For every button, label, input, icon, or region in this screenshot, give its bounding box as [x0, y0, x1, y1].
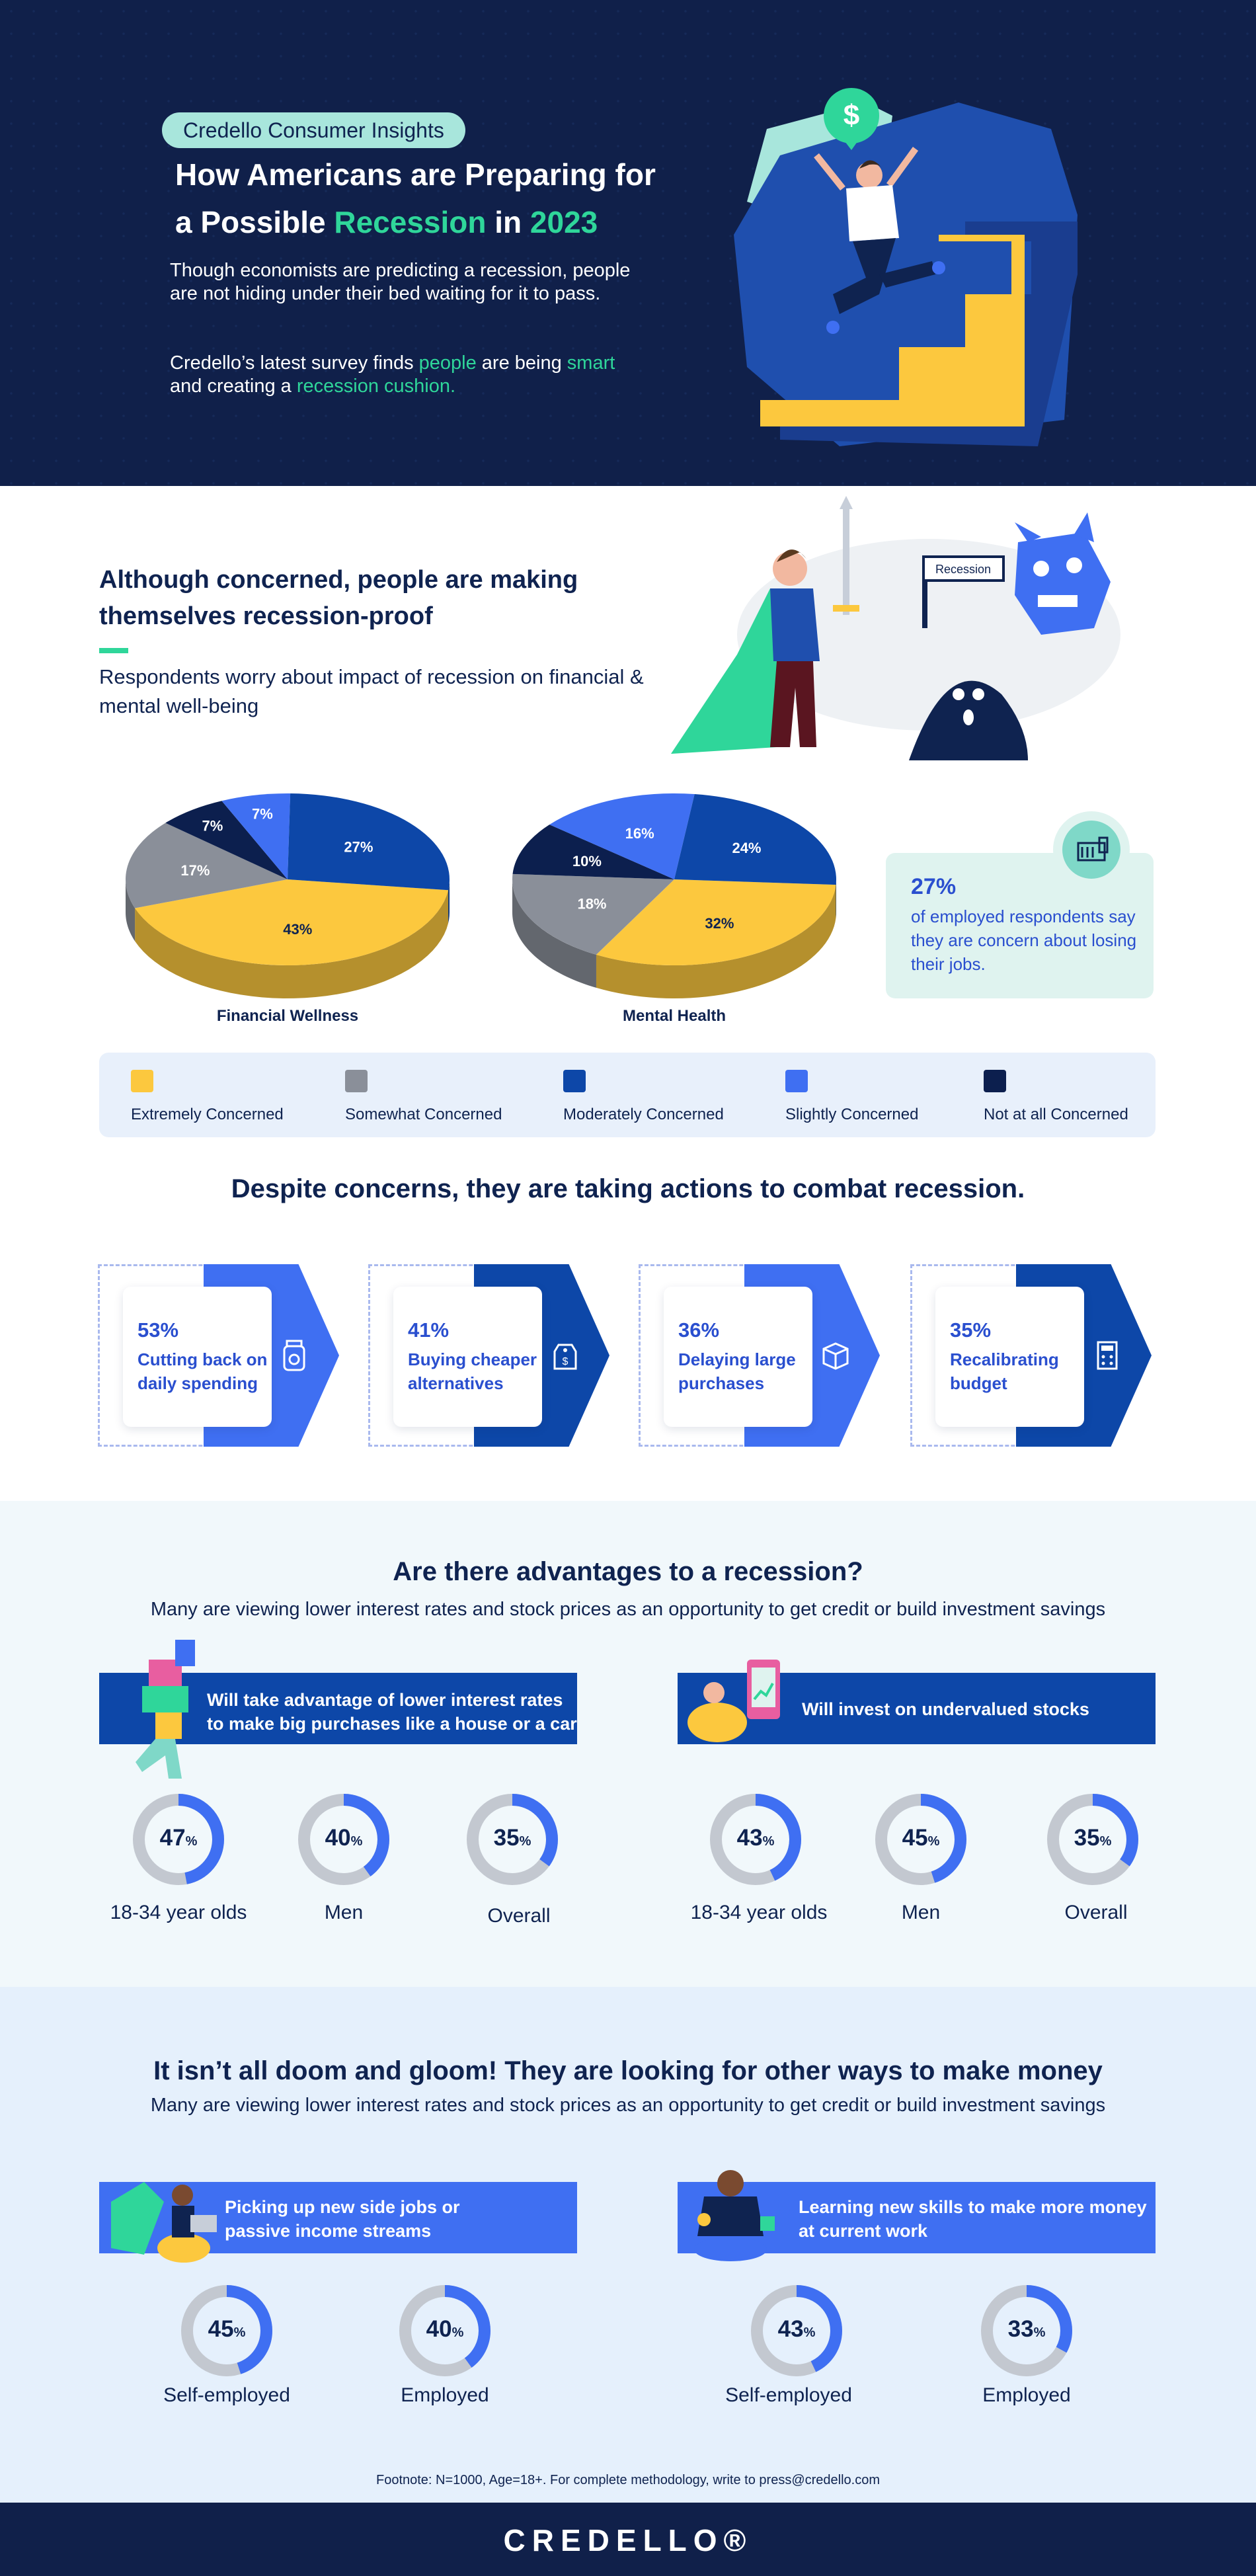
hero-title-text: a Possible [175, 205, 334, 239]
hero-p2-text: are being [476, 352, 567, 374]
actions-title: Despite concerns, they are taking actions to combat recession. [231, 1174, 1025, 1203]
pie-data-label: 18% [577, 895, 607, 912]
pie-data-label: 16% [625, 825, 654, 842]
percent-sign: % [762, 1834, 775, 1849]
hero-p2-text: and creating a [170, 376, 297, 397]
legend-swatch [345, 1070, 368, 1092]
hero-title-accent-year: 2023 [530, 205, 598, 239]
hero-paragraph-2 [170, 352, 646, 398]
advantage-banner-right-text: Will invest on undervalued stocks [802, 1699, 1089, 1719]
pie-data-label: 7% [251, 805, 273, 823]
percent-sign: % [1099, 1834, 1112, 1849]
legend-swatch [785, 1070, 808, 1092]
donut-label: Employed [982, 2384, 1071, 2406]
action-label: Cutting back on daily spending [137, 1349, 268, 1393]
action-card-inner [393, 1287, 542, 1427]
pie-data-label: 7% [202, 817, 223, 834]
advantage-banner-left-text: Will take advantage of lower interest rates to make big purchases like a house or a car [207, 1690, 577, 1734]
office-icon [1062, 821, 1120, 879]
donut-number: 43 [777, 2316, 804, 2342]
action-value: 41% [408, 1318, 450, 1342]
legend-label: Slightly Concerned [785, 1106, 919, 1123]
donut-value [129, 1825, 228, 1851]
donut-number: 35 [493, 1825, 520, 1851]
job-concern-text: of employed respondents say they are concern about losing their jobs. [911, 906, 1137, 974]
donut-label: Men [901, 1902, 941, 1923]
action-value: 36% [678, 1318, 720, 1342]
donut-label: Employed [401, 2384, 489, 2406]
stairs-illustration [721, 76, 1091, 453]
hero-title-line2 [175, 198, 770, 246]
hero-p2-accent: people [418, 352, 477, 374]
legend-item-slightly [785, 1070, 918, 1124]
donut-number: 45 [902, 1825, 928, 1851]
briefcase-icon-badge [1053, 811, 1130, 888]
gloom-banner-right-text: Learning new skills to make more money at current work [799, 2197, 1147, 2241]
package-icon [817, 1337, 854, 1374]
donut-value [294, 1825, 393, 1851]
action-card-cheaper [368, 1264, 609, 1447]
skills-illustration [678, 2157, 790, 2269]
mental-health-pie [506, 787, 843, 1005]
hero-title [175, 151, 770, 246]
footer [0, 2503, 1256, 2576]
percent-sign: % [350, 1834, 363, 1849]
legend-item-somewhat [345, 1070, 502, 1124]
action-card-delaying [639, 1264, 880, 1447]
legend-swatch [563, 1070, 586, 1092]
legend-swatch [984, 1070, 1006, 1092]
hero-title-line1: How Americans are Preparing for [175, 157, 656, 192]
pie-data-label: 32% [705, 915, 734, 932]
donut-label: 18-34 year olds [110, 1902, 247, 1923]
svg-text:$: $ [843, 99, 860, 132]
pie-legend [99, 1053, 1156, 1137]
brand-pill: Credello Consumer Insights [162, 112, 465, 148]
donut-label: Self-employed [725, 2384, 852, 2406]
job-concern-value: 27% [911, 874, 957, 899]
hero-title-accent-recession: Recession [334, 205, 487, 239]
percent-sign: % [519, 1834, 531, 1849]
gloom-banner-left-text: Picking up new side jobs or passive income streams [225, 2197, 460, 2241]
donut-label: Self-employed [163, 2384, 290, 2406]
donut-value [977, 2316, 1076, 2343]
financial-wellness-label: Financial Wellness [216, 1007, 359, 1025]
hero-p2-text: Credello’s latest survey finds [170, 352, 419, 374]
legend-label: Extremely Concerned [131, 1106, 284, 1123]
donut-number: 45 [208, 2316, 234, 2342]
donut-number: 43 [736, 1825, 763, 1851]
action-card-inner [123, 1287, 272, 1427]
legend-label: Not at all Concerned [984, 1106, 1128, 1123]
pie-data-label: 24% [732, 839, 762, 856]
mental-health-label: Mental Health [622, 1007, 726, 1025]
donut-number: 40 [426, 2316, 452, 2342]
price-tag-icon [547, 1337, 584, 1374]
hero-p2-accent: recession cushion. [296, 376, 456, 397]
pie-data-label: 17% [180, 862, 210, 879]
donut-value [177, 2316, 276, 2343]
donut-label: Men [324, 1902, 364, 1923]
percent-sign: % [233, 2325, 246, 2340]
legend-item-not-at-all [984, 1070, 1128, 1124]
action-label: Recalibrating budget [950, 1349, 1059, 1393]
donut-number: 35 [1074, 1825, 1100, 1851]
percent-sign: % [803, 2325, 816, 2340]
percent-sign: % [451, 2325, 464, 2340]
legend-label: Moderately Concerned [563, 1106, 724, 1123]
action-value: 35% [950, 1318, 992, 1342]
legend-label: Somewhat Concerned [345, 1106, 502, 1123]
action-card-inner [935, 1287, 1084, 1427]
piggy-jar-icon [276, 1337, 313, 1374]
concern-subtitle: Respondents worry about impact of recession on financial & mental well-being [99, 665, 644, 717]
side-job-illustration [104, 2162, 227, 2268]
footnote: Footnote: N=1000, Age=18+. For complete methodology, write to press@credello.com [375, 2473, 880, 2487]
donut-value [1043, 1825, 1142, 1851]
donut-label: Overall [487, 1905, 551, 1927]
gloom-subtitle: Many are viewing lower interest rates and stock prices as an opportunity to get credit or build investment savings [150, 2095, 1106, 2116]
action-card-inner [664, 1287, 812, 1427]
hero-title-text: in [486, 205, 530, 239]
donut-value [871, 1825, 970, 1851]
percent-sign: % [927, 1834, 940, 1849]
svg-text:$: $ [562, 1356, 569, 1367]
donut-number: 47 [159, 1825, 186, 1851]
hero-vs-monster-illustration [671, 496, 1134, 760]
concern-title: Although concerned, people are making themselves recession-proof [99, 566, 578, 630]
advantages-subtitle: Many are viewing lower interest rates and stock prices as an opportunity to get credit or build investment savings [150, 1599, 1106, 1620]
action-label: Delaying large purchases [678, 1349, 796, 1393]
donut-value [747, 2316, 846, 2343]
credello-logo: CREDELLO® [503, 2523, 753, 2557]
investor-illustration [678, 1653, 803, 1746]
shopper-illustration [116, 1633, 215, 1779]
hero-banner [0, 0, 1256, 486]
hero-paragraph-1: Though economists are predicting a recession, people are not hiding under their bed waiting for it to pass. [170, 260, 631, 304]
action-value: 53% [137, 1318, 179, 1342]
donut-value [706, 1825, 805, 1851]
pie-data-label: 43% [283, 920, 313, 938]
calculator-icon [1089, 1337, 1126, 1374]
percent-sign: % [1033, 2325, 1046, 2340]
donut-number: 40 [325, 1825, 351, 1851]
donut-label: 18-34 year olds [690, 1902, 828, 1923]
hero-p2-accent: smart [567, 352, 615, 374]
legend-item-extremely [131, 1070, 284, 1124]
action-card-budget [910, 1264, 1152, 1447]
recession-sign-text: Recession [935, 563, 992, 576]
financial-wellness-pie [119, 787, 456, 1005]
legend-item-moderately [563, 1070, 724, 1124]
pie-data-label: 10% [572, 853, 602, 870]
title-accent-bar [99, 648, 128, 653]
gloom-title: It isn’t all doom and gloom! They are looking for other ways to make money [153, 2056, 1103, 2085]
donut-number: 33 [1007, 2316, 1034, 2342]
action-card-spending [98, 1264, 339, 1447]
donut-value [395, 2316, 494, 2343]
donut-label: Overall [1064, 1902, 1128, 1923]
pie-data-label: 27% [344, 838, 373, 856]
advantages-title: Are there advantages to a recession? [393, 1557, 863, 1586]
donut-value [463, 1825, 562, 1851]
percent-sign: % [185, 1834, 198, 1849]
legend-swatch [131, 1070, 153, 1092]
action-label: Buying cheaper alternatives [408, 1349, 537, 1393]
